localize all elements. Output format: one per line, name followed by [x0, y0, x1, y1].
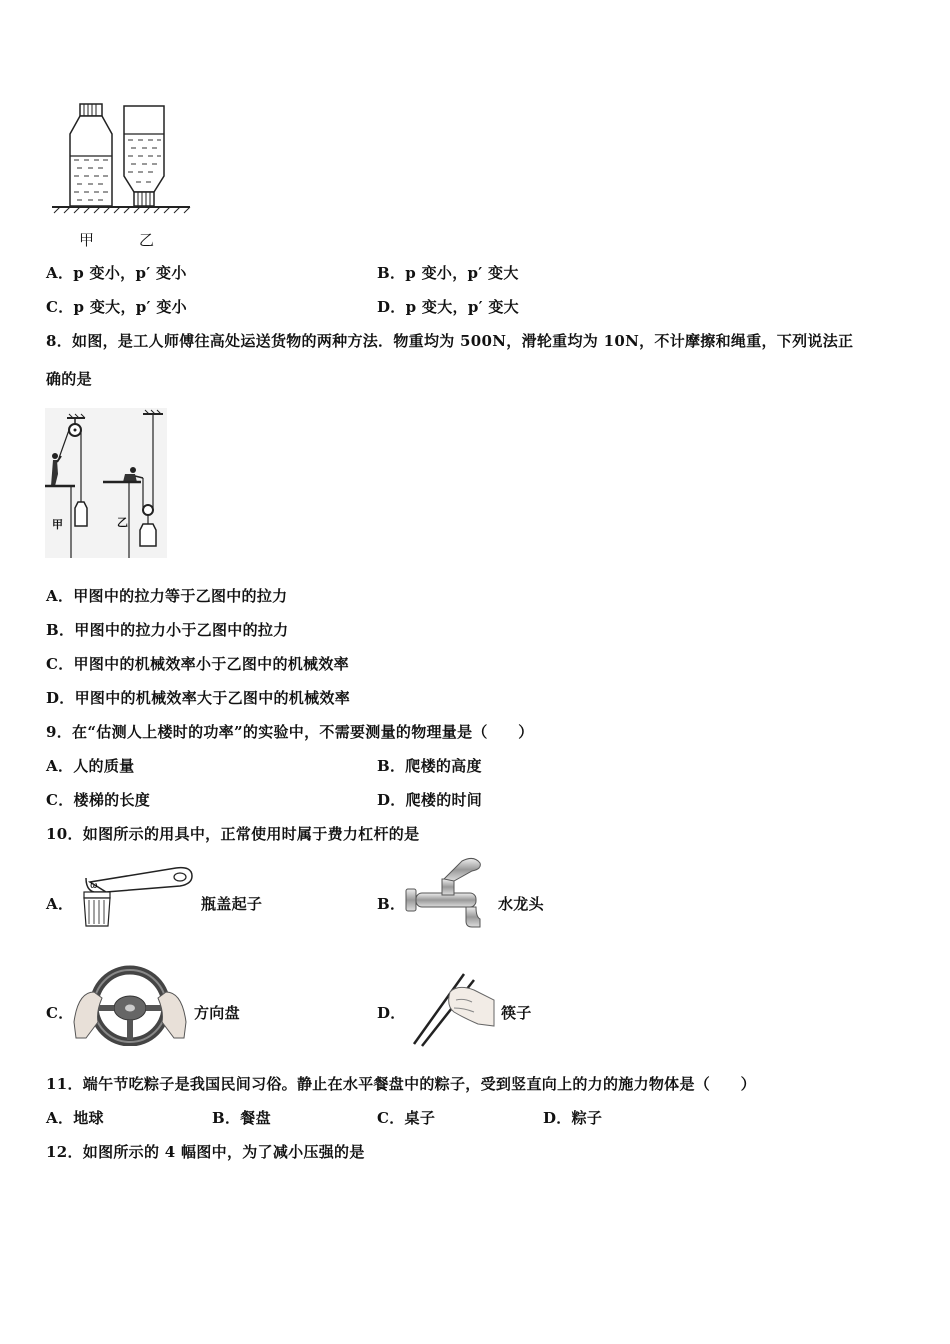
q10-option-a-letter[interactable]: A．: [46, 895, 74, 913]
q7-option-b[interactable]: B．p 变小，p′ 变大: [377, 264, 519, 282]
q8-option-a[interactable]: A．甲图中的拉力等于乙图中的拉力: [46, 587, 288, 605]
q10-stem: 10．如图所示的用具中，正常使用时属于费力杠杆的是: [46, 825, 420, 843]
q8-option-c[interactable]: C．甲图中的机械效率小于乙图中的机械效率: [46, 655, 349, 673]
q10-option-d-letter[interactable]: D．: [377, 1004, 406, 1022]
q10-option-b-caption: 水龙头: [498, 895, 544, 913]
chopsticks-image[interactable]: [408, 972, 496, 1048]
q11-stem: 11．端午节吃粽子是我国民间习俗。静止在水平餐盘中的粽子，受到竖直向上的力的施力物体是（ ）: [46, 1075, 756, 1093]
pulley-label-jia: 甲: [52, 518, 64, 531]
q9-option-a[interactable]: A．人的质量: [46, 757, 135, 775]
q11-option-c[interactable]: C．桌子: [377, 1109, 436, 1127]
q10-option-b-letter[interactable]: B．: [377, 895, 406, 913]
bottle-label-yi: 乙: [139, 231, 155, 249]
steering-wheel-image[interactable]: [72, 962, 188, 1046]
pulley-label-yi: 乙: [117, 516, 129, 529]
q9-option-b[interactable]: B．爬楼的高度: [377, 757, 482, 775]
q8-option-b[interactable]: B．甲图中的拉力小于乙图中的拉力: [46, 621, 289, 639]
bottles-figure: [48, 100, 193, 250]
q8-option-d[interactable]: D．甲图中的机械效率大于乙图中的机械效率: [46, 689, 351, 707]
q9-stem: 9．在“估测人上楼时的功率”的实验中，不需要测量的物理量是（ ）: [46, 723, 534, 741]
q7-option-d[interactable]: D．p 变大，p′ 变大: [377, 298, 519, 316]
bottle-label-jia: 甲: [79, 231, 95, 249]
q10-option-d-caption: 筷子: [501, 1004, 532, 1022]
q9-option-c[interactable]: C．楼梯的长度: [46, 791, 151, 809]
q8-stem-line1: 8．如图，是工人师傅往高处运送货物的两种方法．物重均为 500N，滑轮重均为 10N，不计摩擦和绳重，下列说法正: [46, 332, 854, 350]
q9-option-d[interactable]: D．爬楼的时间: [377, 791, 483, 809]
pulley-figure: [45, 408, 167, 558]
faucet-image[interactable]: [404, 857, 494, 933]
q11-option-a[interactable]: A．地球: [46, 1109, 104, 1127]
q10-option-c-caption: 方向盘: [194, 1004, 240, 1022]
q11-option-d[interactable]: D．粽子: [543, 1109, 603, 1127]
q12-stem: 12．如图所示的 4 幅图中，为了减小压强的是: [46, 1143, 365, 1161]
q8-stem-line2: 确的是: [46, 370, 92, 388]
bottle-opener-image[interactable]: [76, 860, 196, 928]
q10-option-c-letter[interactable]: C．: [46, 1004, 74, 1022]
q7-option-a[interactable]: A．p 变小，p′ 变小: [46, 264, 187, 282]
q7-option-c[interactable]: C．p 变大，p′ 变小: [46, 298, 187, 316]
q11-option-b[interactable]: B．餐盘: [212, 1109, 271, 1127]
svg-text:ω: ω: [90, 881, 98, 891]
q10-option-a-caption: 瓶盖起子: [201, 895, 263, 913]
